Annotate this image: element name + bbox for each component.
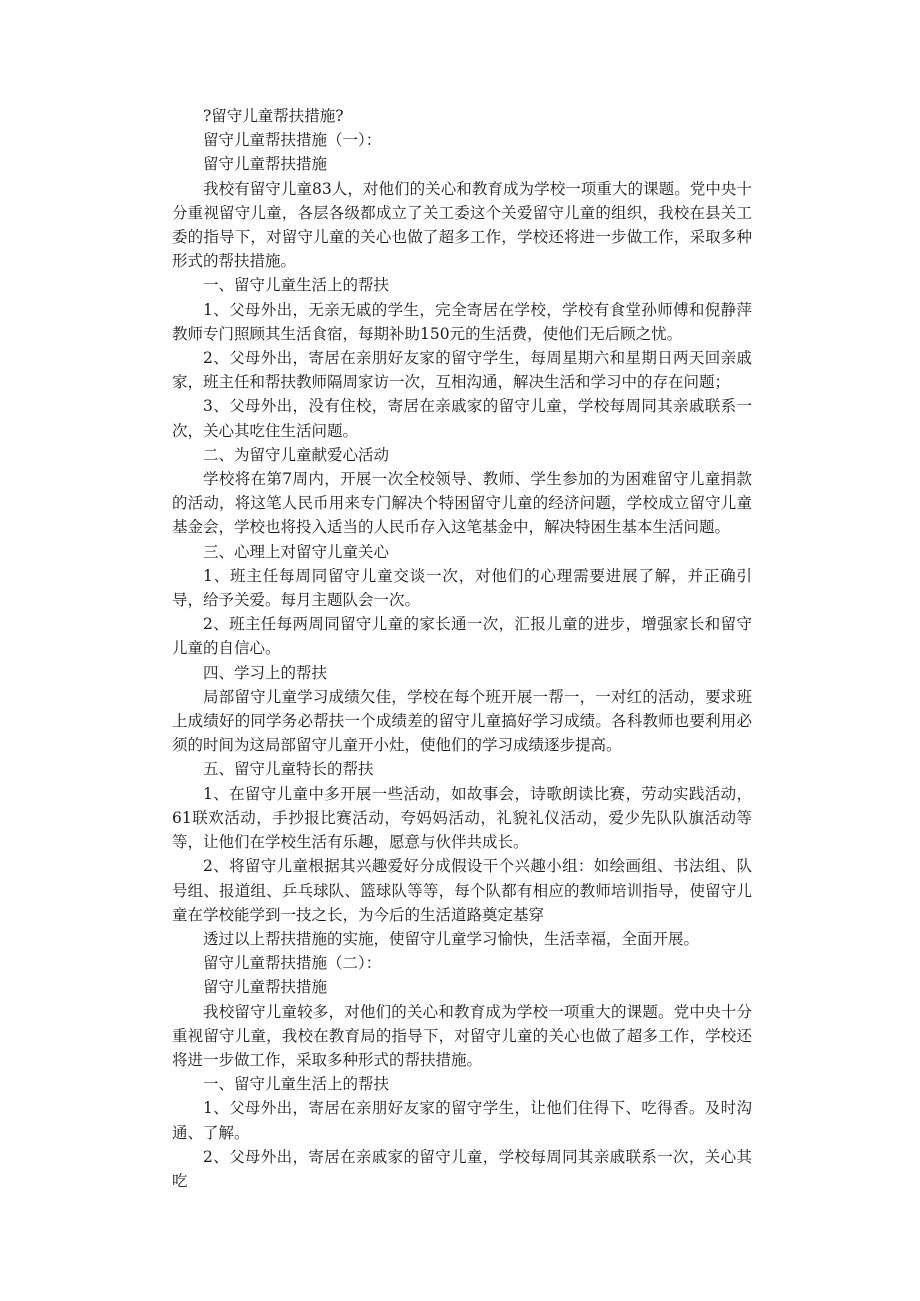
paragraph: 1、在留守儿童中多开展一些活动，如故事会，诗歌朗读比赛，劳动实践活动，61联欢活动，手抄报比赛活动，夸妈妈活动，礼貌礼仪活动，爱少先队队旗活动等等，让他们在学校生活有乐趣，愿意与伙伴共成长。 <box>172 784 752 852</box>
document-body <box>172 104 752 1193</box>
subheading: 留守儿童帮扶措施 <box>203 978 328 997</box>
paragraph: 局部留守儿童学习成绩欠佳，学校在每个班开展一帮一，一对红的活动，要求班上成绩好的同学务必帮扶一个成绩差的留守儿童搞好学习成绩。各科教师也要利用必须的时间为这局部留守儿童开小灶，使他们的学习成绩逐步提高。 <box>172 687 752 755</box>
paragraph: 3、父母外出，没有住校，寄居在亲戚家的留守儿童，学校每周同其亲戚联系一次，关心其吃住生活问题。 <box>172 397 752 440</box>
subheading: 三、心理上对留守儿童关心 <box>203 542 390 561</box>
subheading: 四、学习上的帮扶 <box>203 663 328 682</box>
paragraph: 我校留守儿童较多，对他们的关心和教育成为学校一项重大的课题。党中央十分重视留守儿童，我校在教育局的指导下，对留守儿童的关心也做了超多工作，学校还将进一步做工作，采取多种形式的帮扶措施。 <box>172 1002 752 1069</box>
subheading: 一、留守儿童生活上的帮扶 <box>203 1075 390 1094</box>
paragraph: 1、父母外出，寄居在亲朋好友家的留守学生，让他们住得下、吃得香。及时沟通、了解。 <box>172 1099 752 1142</box>
section-heading: 留守儿童帮扶措施（一）： <box>203 131 382 150</box>
paragraph: 2、班主任每两周同留守儿童的家长通一次，汇报儿童的进步，增强家长和留守儿童的自信心。 <box>172 615 752 658</box>
subheading: 二、为留守儿童献爱心活动 <box>203 445 390 464</box>
paragraph: 1、父母外出，无亲无戚的学生，完全寄居在学校，学校有食堂孙师傅和倪静萍教师专门照顾其生活食宿，每期补助150元的生活费，使他们无后顾之忧。 <box>172 300 752 343</box>
paragraph: 2、将留守儿童根据其兴趣爱好分成假设干个兴趣小组：如绘画组、书法组、队号组、报道组、乒乓球队、篮球队等等，每个队都有相应的教师培训指导，使留守儿童在学校能学到一技之长，为今后的生活道路奠定基穿 <box>172 857 752 924</box>
paragraph: 2、父母外出，寄居在亲朋好友家的留守学生，每周星期六和星期日两天回亲戚家，班主任和帮扶教师隔周家访一次，互相沟通，解决生活和学习中的存在问题； <box>172 349 752 392</box>
paragraph: 2、父母外出，寄居在亲戚家的留守儿童，学校每周同其亲戚联系一次，关心其吃 <box>172 1147 752 1190</box>
subheading: 留守儿童帮扶措施 <box>203 155 328 174</box>
subheading: 一、留守儿童生活上的帮扶 <box>203 276 390 295</box>
paragraph: 透过以上帮扶措施的实施，使留守儿童学习愉快，生活幸福，全面开展。 <box>203 929 700 948</box>
paragraph: 1、班主任每周同留守儿童交谈一次，对他们的心理需要进展了解，并正确引导，给予关爱。每月主题队会一次。 <box>172 566 752 610</box>
subheading: 五、留守儿童特长的帮扶 <box>203 760 374 779</box>
paragraph: 学校将在第7周内，开展一次全校领导、教师、学生参加的为困难留守儿童捐款的活动，将这笔人民币用来专门解决个特困留守儿童的经济问题，学校成立留守儿童基金会，学校也将投入适当的人民币存入这笔基金中，解决特困生基本生活问题。 <box>172 470 752 537</box>
document-title: ?留守儿童帮扶措施? <box>203 107 344 125</box>
section-heading: 留守儿童帮扶措施（二）： <box>203 954 382 973</box>
paragraph: 我校有留守儿童83人，对他们的关心和教育成为学校一项重大的课题。党中央十分重视留守儿童，各层各级都成立了关工委这个关爱留守儿童的组织，我校在县关工委的指导下，对留守儿童的关心也做了超多工作，学校还将进一步做工作，采取多种形式的帮扶措施。 <box>172 179 752 271</box>
